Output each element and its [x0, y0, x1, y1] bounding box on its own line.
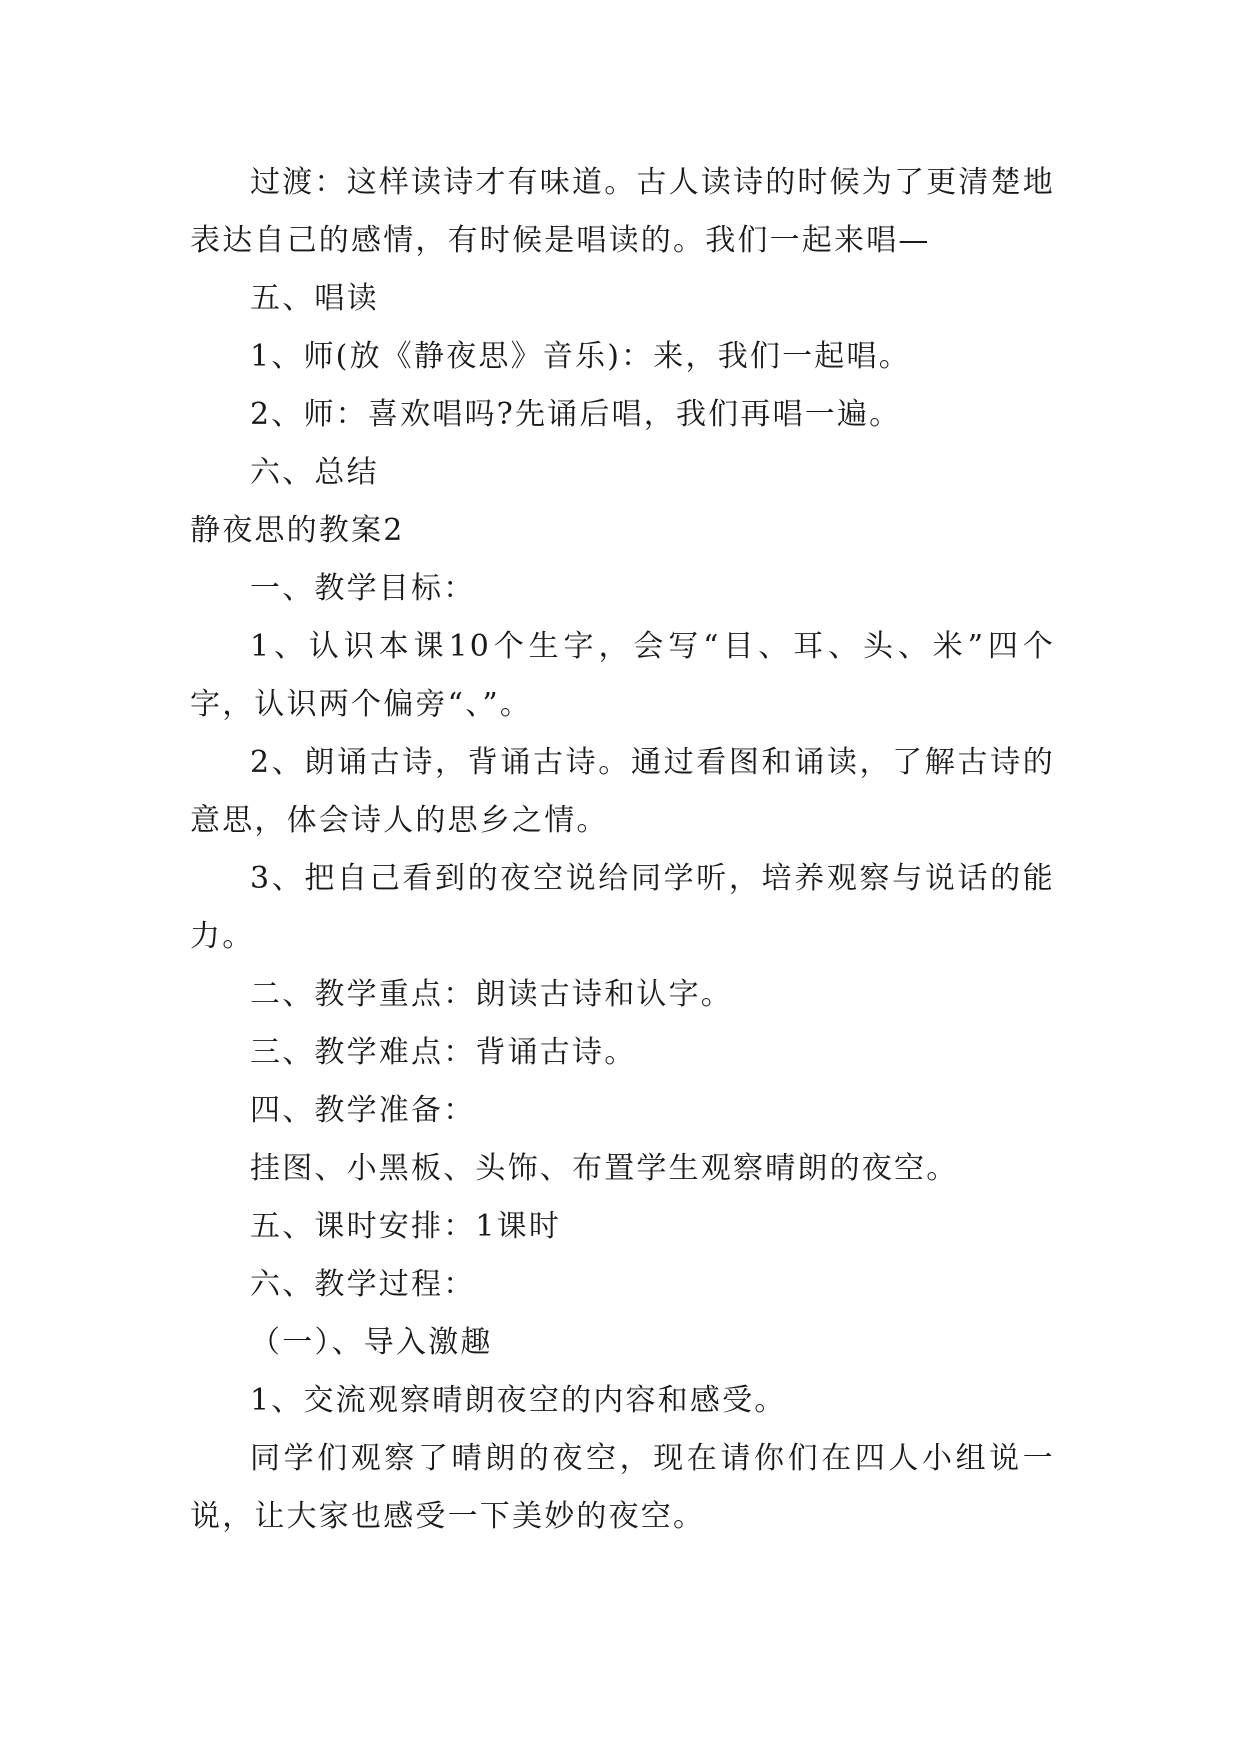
paragraph-exchange: 1、交流观察晴朗夜空的内容和感受。	[250, 1383, 787, 1418]
paragraph-teacher-2: 2、师：喜欢唱吗?先诵后唱，我们再唱一遍。	[250, 397, 902, 432]
paragraph-group-talk: 同学们观察了晴朗的夜空，现在请你们在四人小组说一说，让大家也感受一下美妙的夜空。	[190, 1441, 1055, 1534]
heading-teaching-goals: 一、教学目标：	[250, 571, 476, 606]
paragraph-goal-3: 3、把自己看到的夜空说给同学听，培养观察与说话的能力。	[190, 861, 1055, 954]
paragraph-transition: 过渡：这样读诗才有味道。古人读诗的时候为了更清楚地表达自己的感情，有时候是唱读的。我们一起来唱—	[190, 165, 1055, 258]
paragraph-preparation: 挂图、小黑板、头饰、布置学生观察晴朗的夜空。	[250, 1151, 959, 1186]
paragraph-goal-1: 1、认识本课10个生字，会写“目、耳、头、米”四个字，认识两个偏旁“、”。	[190, 629, 1055, 722]
paragraph-goal-2: 2、朗诵古诗，背诵古诗。通过看图和诵读，了解古诗的意思，体会诗人的思乡之情。	[190, 745, 1055, 838]
heading-sing-reading: 五、唱读	[250, 281, 379, 316]
heading-schedule: 五、课时安排：1课时	[250, 1209, 562, 1244]
heading-difficulties: 三、教学难点：背诵古诗。	[250, 1035, 637, 1070]
subheading-intro: （一）、导入激趣	[250, 1325, 493, 1360]
document-body	[190, 154, 1055, 1546]
paragraph-teacher-1: 1、师(放《静夜思》音乐)：来，我们一起唱。	[250, 339, 911, 374]
heading-key-points: 二、教学重点：朗读古诗和认字。	[250, 977, 733, 1012]
section-title: 静夜思的教案2	[190, 513, 405, 548]
heading-preparation: 四、教学准备：	[250, 1093, 476, 1128]
heading-summary: 六、总结	[250, 455, 379, 490]
heading-process: 六、教学过程：	[250, 1267, 476, 1302]
